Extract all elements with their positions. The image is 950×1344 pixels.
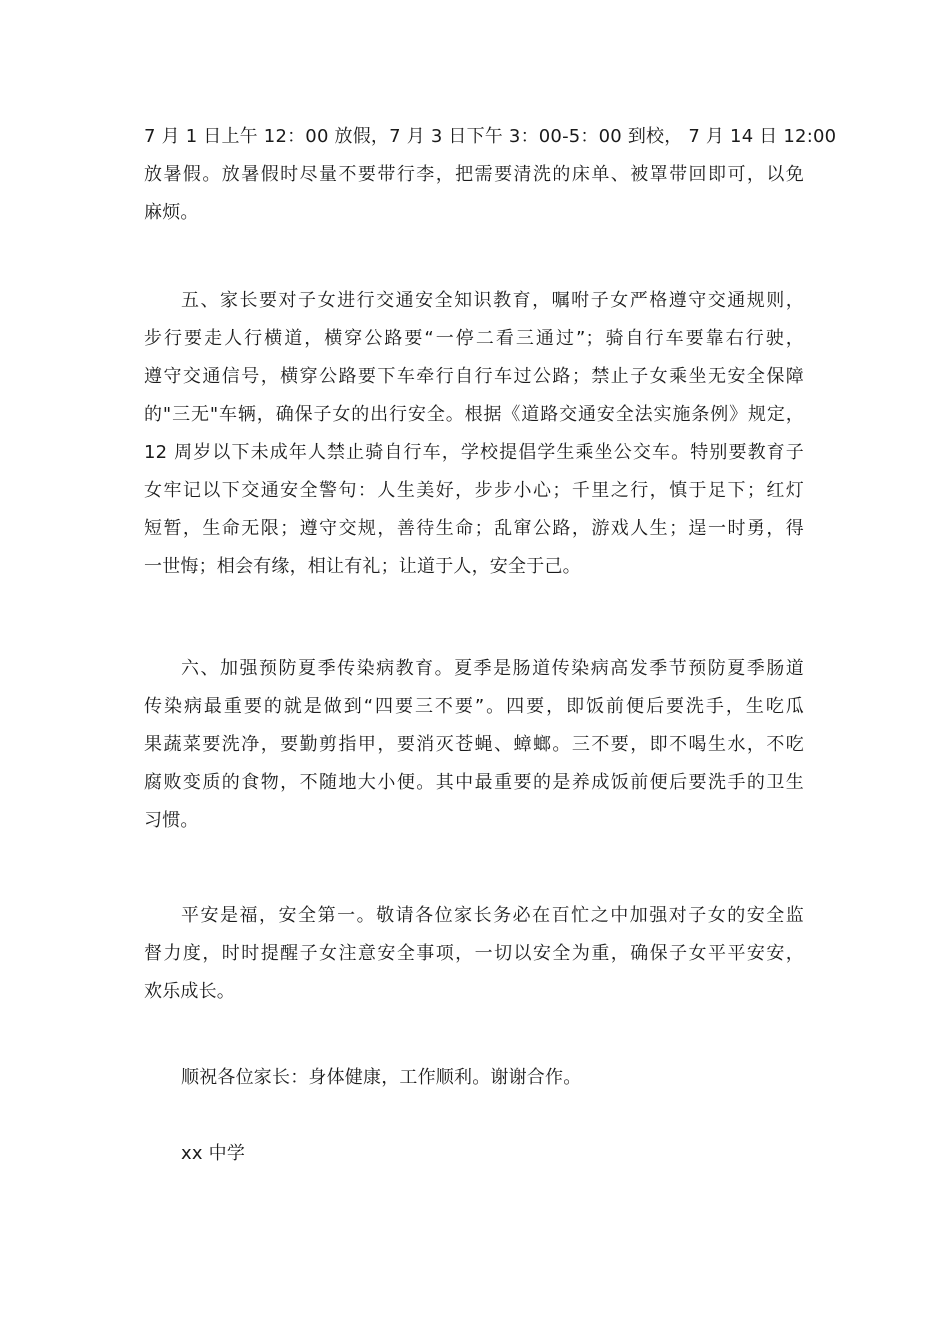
text-line: 督力度，时时提醒子女注意安全事项，一切以安全为重，确保子女平平安安， (144, 943, 804, 964)
text-line: 五、家长要对子女进行交通安全知识教育，嘱咐子女严格遵守交通规则， (181, 290, 804, 311)
text-line: 12 周岁以下未成年人禁止骑自行车，学校提倡学生乘坐公交车。特别要教育子 (144, 442, 804, 463)
text-line: 一世悔；相会有缘，相让有礼；让道于人，安全于己。 (144, 556, 581, 577)
text-line: 欢乐成长。 (144, 981, 235, 1002)
text-line: xx 中学 (181, 1143, 246, 1164)
text-line: 7 月 1 日上午 12：00 放假，7 月 3 日下午 3：00-5：00 到校， 7 月 14 日 12:00 (144, 126, 837, 147)
paragraph-wishes (144, 1059, 804, 1097)
text-line: 步行要走人行横道，横穿公路要“一停二看三通过”；骑自行车要靠右行驶， (144, 328, 804, 349)
text-line: 腐败变质的食物，不随地大小便。其中最重要的是养成饭前便后要洗手的卫生 (144, 772, 804, 793)
paragraph-safety-first (144, 897, 804, 1011)
text-line: 顺祝各位家长：身体健康，工作顺利。谢谢合作。 (181, 1067, 582, 1088)
text-line: 女牢记以下交通安全警句：人生美好，步步小心；千里之行，慎于足下；红灯 (144, 480, 804, 501)
text-line: 短暂，生命无限；遵守交规，善待生命；乱窜公路，游戏人生；逞一时勇，得 (144, 518, 804, 539)
text-line: 平安是福，安全第一。敬请各位家长务必在百忙之中加强对子女的安全监 (181, 905, 804, 926)
text-line: 的"三无"车辆，确保子女的出行安全。根据《道路交通安全法实施条例》规定， (144, 404, 804, 425)
text-line: 遵守交通信号，横穿公路要下车牵行自行车过公路；禁止子女乘坐无安全保障 (144, 366, 804, 387)
text-line: 传染病最重要的就是做到“四要三不要”。四要，即饭前便后要洗手，生吃瓜 (144, 696, 804, 717)
text-line: 果蔬菜要洗净，要勤剪指甲，要消灭苍蝇、蟑螂。三不要，即不喝生水，不吃 (144, 734, 804, 755)
text-line: 放暑假。放暑假时尽量不要带行李，把需要清洗的床单、被罩带回即可，以免 (144, 164, 804, 185)
text-line: 麻烦。 (144, 202, 199, 223)
text-line: 六、加强预防夏季传染病教育。夏季是肠道传染病高发季节预防夏季肠道 (181, 658, 804, 679)
paragraph-disease-prevention (144, 650, 804, 840)
text-line: 习惯。 (144, 810, 199, 831)
signature-school (144, 1135, 804, 1173)
paragraph-holiday-schedule (144, 118, 837, 232)
paragraph-traffic-safety (144, 282, 804, 586)
